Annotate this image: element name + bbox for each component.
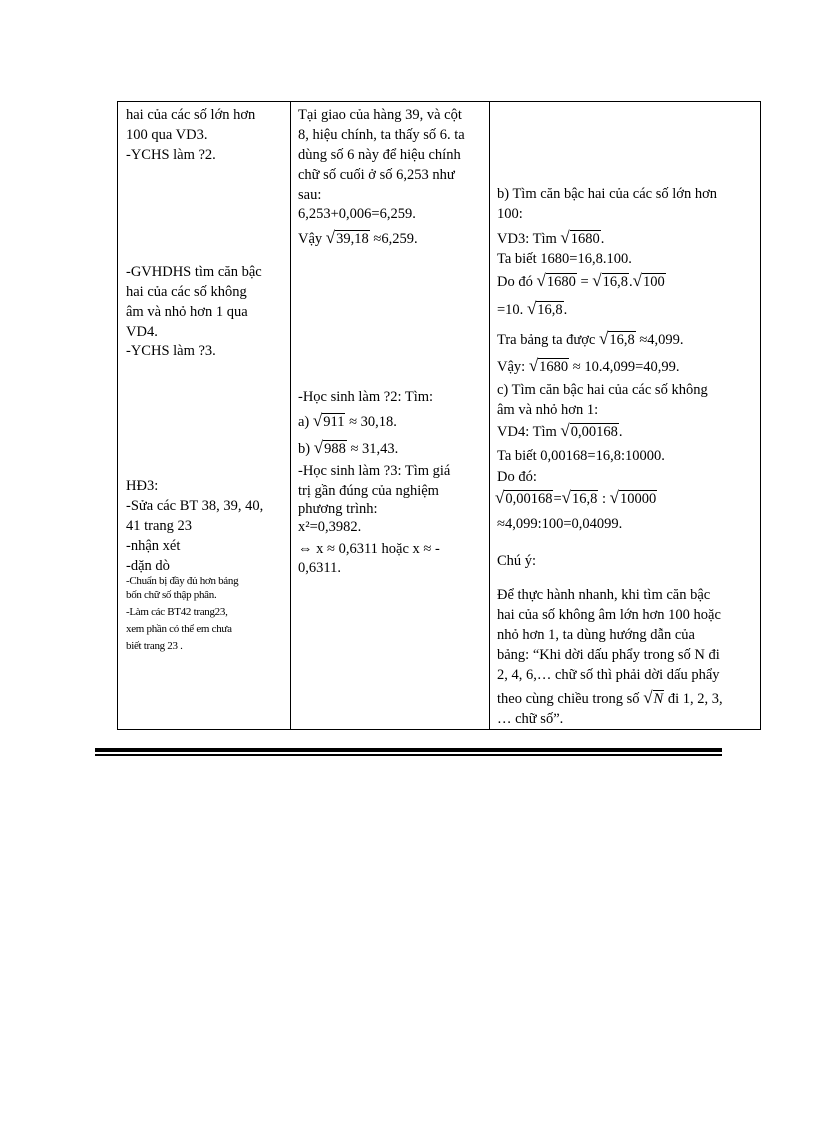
- text-span: ≈ 10.4,099=40,99.: [572, 359, 680, 375]
- text-line: -Học sinh làm ?2: Tìm:: [298, 389, 434, 405]
- math-line: [298, 439, 398, 458]
- text-line: x²=0,3982.: [298, 519, 362, 535]
- text-span: =: [553, 491, 562, 507]
- text-line: hai của các số không: [126, 284, 247, 300]
- radical-sign: √: [325, 228, 336, 247]
- text-span: ≈6,259.: [373, 231, 418, 247]
- text-line: -YCHS làm ?3.: [126, 343, 216, 359]
- radical-sign: √: [598, 329, 609, 348]
- text-line: -dặn dò: [126, 558, 170, 574]
- radicand: 1680: [546, 274, 576, 290]
- text-line: nhỏ hơn 1, ta dùng hướng dẫn của: [497, 627, 695, 643]
- text-line: dùng số 6 này để hiệu chính: [298, 147, 461, 163]
- text-span: b): [298, 441, 311, 457]
- text-line: sau:: [298, 187, 322, 203]
- text-line: Để thực hành nhanh, khi tìm căn bậc: [497, 587, 711, 603]
- text-span: :: [602, 491, 607, 507]
- small-note: xem phần có thể em chưa: [126, 623, 232, 635]
- text-line: -GVHDHS tìm căn bậc: [126, 264, 262, 280]
- radical-sign: √: [632, 271, 642, 290]
- radical-sign: √: [560, 228, 570, 247]
- text-span: VD4: Tìm: [497, 424, 557, 440]
- text-span: .: [628, 274, 633, 290]
- text-line: Do đó:: [497, 469, 537, 485]
- radical-sign: √: [561, 488, 571, 507]
- math-line: [497, 272, 666, 291]
- text-line: Ta biết 1680=16,8.100.: [497, 251, 632, 267]
- text-line: -Học sinh làm ?3: Tìm giá: [298, 463, 451, 479]
- teacher-activity-column: [118, 102, 290, 729]
- small-note: -Làm các BT42 trang23,: [126, 606, 228, 618]
- radicand: 0,00168: [505, 491, 553, 507]
- text-span: Vậy: [298, 231, 323, 247]
- page-divider-thin: [95, 754, 722, 756]
- text-span: ≈ 31,43.: [350, 441, 399, 457]
- text-line: chữ số cuối ở số 6,253 như: [298, 167, 455, 183]
- text-line: VD4.: [126, 324, 158, 340]
- radical-sign: √: [609, 488, 619, 507]
- math-line: [497, 330, 684, 349]
- text-span: .: [618, 424, 623, 440]
- text-line: âm và nhỏ hơn 1 qua: [126, 304, 248, 320]
- text-line: phương trình:: [298, 501, 378, 517]
- text-span: a): [298, 414, 310, 430]
- text-span: ≈ 30,18.: [349, 414, 397, 430]
- small-note: biết trang 23 .: [126, 640, 183, 652]
- text-span: Vậy:: [497, 359, 526, 375]
- text-span: .: [600, 231, 605, 247]
- math-line: [298, 412, 397, 431]
- radicand: 16,8: [609, 332, 635, 348]
- radical-sign: √: [313, 438, 324, 457]
- text-line: 100 qua VD3.: [126, 127, 208, 143]
- radical-sign: √: [526, 299, 537, 318]
- text-span: Tra bảng ta được: [497, 332, 596, 348]
- text-span: theo cùng chiều trong số: [497, 691, 640, 707]
- radicand: 100: [642, 274, 665, 290]
- radicand: 988: [324, 441, 346, 457]
- text-line: … chữ số”.: [497, 711, 564, 727]
- text-line: 41 trang 23: [126, 518, 193, 534]
- text-line: hai của các số lớn hơn: [126, 107, 256, 123]
- radicand: 16,8: [537, 302, 563, 318]
- text-line: ≈4,099:100=0,04099.: [497, 516, 623, 532]
- radicand: 0,00168: [570, 424, 618, 440]
- text-line: 0,6311.: [298, 560, 341, 576]
- text-line: 100:: [497, 206, 523, 222]
- radical-sign: √: [643, 688, 653, 707]
- section-heading: Chú ý:: [497, 553, 537, 569]
- text-span: VD3: Tìm: [497, 231, 557, 247]
- lesson-table: [117, 101, 761, 730]
- math-line: [497, 229, 604, 248]
- radical-sign: √: [495, 488, 505, 507]
- math-line: [497, 357, 680, 376]
- radicand: 911: [323, 414, 345, 430]
- math-line: [298, 229, 418, 248]
- radical-sign: √: [536, 271, 546, 290]
- content-column: [490, 102, 761, 729]
- text-line: -Sửa các BT 38, 39, 40,: [126, 498, 264, 514]
- student-activity-column: [291, 102, 489, 729]
- radicand: 10000: [620, 491, 657, 507]
- text-span: =10.: [497, 302, 524, 318]
- radical-sign: √: [312, 411, 323, 430]
- math-line: [497, 422, 622, 441]
- math-line: [495, 489, 657, 508]
- text-line: hai của số không âm lớn hơn 100 hoặc: [497, 607, 721, 623]
- radicand: 16,8: [572, 491, 598, 507]
- small-note: bốn chữ số thập phân.: [126, 589, 217, 601]
- text-line: 6,253+0,006=6,259.: [298, 206, 416, 222]
- radicand: 1680: [539, 359, 569, 375]
- text-line: âm và nhỏ hơn 1:: [497, 402, 599, 418]
- radicand: 16,8: [602, 274, 628, 290]
- radicand: 39,18: [336, 231, 369, 247]
- text-line: c) Tìm căn bậc hai của các số không: [497, 382, 708, 398]
- radical-sign: √: [592, 271, 602, 290]
- text-span: đi 1, 2, 3,: [667, 691, 723, 707]
- text-span: .: [563, 302, 568, 318]
- radicand: 1680: [570, 231, 600, 247]
- section-heading: HĐ3:: [126, 478, 159, 494]
- text-line: 2, 4, 6,… chữ số thì phải dời dấu phẩy: [497, 667, 720, 683]
- radical-sign: √: [560, 421, 570, 440]
- radical-sign: √: [528, 356, 539, 375]
- text-line: bảng: “Khi dời dấu phẩy trong số N đi: [497, 647, 720, 663]
- text-line: -nhận xét: [126, 538, 181, 554]
- text-line: Tại giao của hàng 39, và cột: [298, 107, 462, 123]
- text-line: ⇔ x ≈ 0,6311 hoặc x ≈ -: [298, 541, 440, 557]
- text-span: =: [580, 274, 589, 290]
- page-divider-thick: [95, 748, 722, 752]
- text-span: ≈4,099.: [639, 332, 684, 348]
- text-line: trị gần đúng của nghiệm: [298, 483, 439, 499]
- radicand: N: [653, 691, 664, 707]
- math-line: [497, 300, 567, 319]
- text-span: Do đó: [497, 274, 533, 290]
- text-line: Ta biết 0,00168=16,8:10000.: [497, 448, 665, 464]
- small-note: -Chuẩn bị đầy đủ hơn bảng: [126, 575, 239, 587]
- math-line: [497, 689, 723, 708]
- text-line: 8, hiệu chính, ta thấy số 6. ta: [298, 127, 465, 143]
- text-line: -YCHS làm ?2.: [126, 147, 216, 163]
- text-line: b) Tìm căn bậc hai của các số lớn hơn: [497, 186, 717, 202]
